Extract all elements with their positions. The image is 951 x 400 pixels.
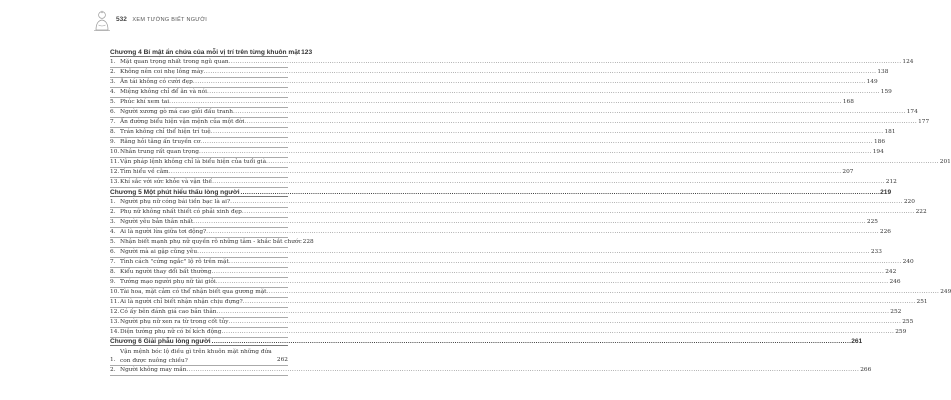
- leader-dots: ............................................................................................................................................................................................................................................................................................................: [212, 179, 885, 185]
- entry-number: 2.: [110, 209, 116, 215]
- chapter-title: Chương 5 Một phút hiểu thấu lòng người: [110, 189, 240, 196]
- toc-entry: [110, 108, 918, 118]
- leader-dots: ............................................................................................................................................................................................................................................................................................................: [230, 199, 903, 205]
- leader-dots: ............................................................................................................................................................................................................................................................................................................: [197, 249, 870, 255]
- entry-page: 262: [276, 357, 288, 363]
- entry-title: Ai là người lừa giữa tơi động?: [120, 229, 207, 235]
- entry-number: 1.: [110, 199, 116, 205]
- entry-number: 7.: [110, 119, 116, 125]
- entry-title: Kiểu người thay đổi bất thường: [120, 269, 212, 275]
- toc-entry: [110, 318, 914, 328]
- entry-page: 233: [870, 249, 882, 255]
- entry-title: Trán không chỉ thể hiện trí tuệ: [120, 129, 211, 135]
- leader-dots: ............................................................................................................................................................................................................................................................................................................: [168, 169, 842, 175]
- entry-number: 1.: [110, 357, 116, 363]
- entry-number: 4.: [110, 229, 116, 235]
- entry-title: Phụ nữ không nhất thiết có phải xinh đẹp: [120, 209, 242, 215]
- leader-dots: ............................................................................................................................................................................................................................................................................................................: [228, 59, 902, 65]
- entry-number: 13.: [110, 179, 120, 185]
- entry-number: 10.: [110, 149, 120, 155]
- entry-title: Người xương gò má cao giỏi đấu tranh: [120, 109, 233, 115]
- toc-entry: [110, 168, 854, 178]
- entry-page: 226: [879, 229, 891, 235]
- entry-page: 159: [880, 89, 892, 95]
- entry-number: 12.: [110, 169, 120, 175]
- entry-page: 240: [902, 259, 914, 265]
- toc-entry: [110, 268, 897, 278]
- toc-entry: [110, 78, 878, 88]
- entry-title: Ấn đường biểu hiện vận mệnh của một đời: [120, 119, 245, 125]
- leader-dots: ............................................................................................................................................................................................................................................................................................................: [193, 219, 866, 225]
- entry-number: 11.: [110, 159, 120, 165]
- leader-dots: ............................................................................................................................................................................................................................................................................................................: [266, 289, 940, 295]
- toc-entry: [110, 238, 314, 248]
- chapter-entries: [110, 198, 951, 338]
- chapter-entries: [110, 347, 872, 376]
- leader-dots: ............................................................................................................................................................................................................................................................................................................: [232, 109, 906, 115]
- toc-entry: [110, 58, 914, 68]
- entry-page: 251: [916, 299, 928, 305]
- entry-title: Vận mệnh bóc lộ điều gì trên khuôn mặt những đứa con được nuông chiều?: [120, 349, 272, 364]
- entry-number: 8.: [110, 269, 116, 275]
- entry-title: Nhân trung rất quan trọng: [120, 149, 199, 155]
- leader-dots: ............................................................................................................................................................................................................................................................................................................: [198, 149, 872, 155]
- entry-title: Ăn tái không có cười đẹp: [120, 79, 193, 85]
- toc-entry: [110, 68, 889, 78]
- entry-number: 9.: [110, 279, 116, 285]
- entry-page: 168: [842, 99, 854, 105]
- entry-title: Mặt quan trọng nhất trong ngũ quan: [120, 59, 229, 65]
- leader-dots: ............................................................................................................................................................................................................................................................................................................: [186, 367, 860, 373]
- leader-dots: ............................................................................................................................................................................................................................................................................................................: [192, 79, 866, 85]
- chapter-page: 123: [301, 49, 313, 56]
- leader-dots: ............................................................................................................................................................................................................................................................................................................: [200, 139, 874, 145]
- entry-page: 149: [866, 79, 878, 85]
- leader-dots: ............................................................................................................................................................................................................................................................................................................: [203, 69, 877, 75]
- entry-title: Tướng mạo người phụ nữ tài giỏi: [120, 279, 216, 285]
- entry-page: 177: [918, 119, 930, 125]
- leader-dots: ............................................................................................................................................................................................................................................................................................................: [266, 159, 939, 165]
- entry-title: Người yêu bản thân nhất: [120, 219, 194, 225]
- toc-entry: [110, 278, 901, 288]
- leader-dots: ............................................................................................................................................................................................................................................................................................................: [241, 209, 915, 215]
- entry-page: 201: [939, 159, 951, 165]
- entry-number: 9.: [110, 139, 116, 145]
- toc-entry: [110, 298, 928, 308]
- leader-dots: ............................................................................................................................................................................................................................................................................................................: [169, 99, 842, 105]
- leader-dots: ............................................................................................................................................................................................................................................................................................................: [211, 269, 885, 275]
- running-header: [92, 10, 362, 32]
- entry-title: Tình cách "cứng ngắc" lộ rõ trên mặt: [120, 259, 229, 265]
- toc-entry: [110, 98, 854, 108]
- leader-dots: ............................................................................................................................................................................................................................................................................................................: [244, 119, 918, 125]
- book-title: XEM TƯỚNG BIẾT NGƯỜI: [132, 17, 208, 23]
- buddha-icon: [92, 10, 112, 32]
- entry-title: Nhận biết mạnh phụ nữ quyền rõ những tâm - khắc bắt chước: [120, 239, 302, 245]
- entry-title: Không nên coi nhẹ lông mày: [120, 69, 204, 75]
- entry-number: 10.: [110, 289, 120, 295]
- toc-entry: [110, 88, 892, 98]
- entry-page: 246: [889, 279, 901, 285]
- entry-page: 174: [906, 109, 918, 115]
- entry-title: Miệng không chỉ để ăn và nói: [120, 89, 208, 95]
- entry-page: 222: [915, 209, 927, 215]
- leader-dots: ............................................................................................................................................................................................................................................................................................................: [210, 129, 884, 135]
- leader-dots: ............................................................................................................................................................................................................................................................................................................: [206, 229, 879, 235]
- entry-page: 225: [866, 219, 878, 225]
- toc-entry: [110, 347, 288, 366]
- chapter-title: Chương 4 Bí mật ẩn chứa của mỗi vị trí trên từng khuôn mặt: [110, 49, 301, 56]
- entry-title: Vận pháp lệnh không chỉ là biểu hiện của tuổi già: [120, 159, 267, 165]
- chapter-entries: [110, 58, 951, 188]
- entry-number: 13.: [110, 319, 120, 325]
- page-number: 532: [116, 16, 127, 23]
- entry-number: 11.: [110, 299, 120, 305]
- entry-page: 207: [842, 169, 854, 175]
- chapter-heading: [110, 44, 313, 57]
- toc-entry: [110, 218, 878, 228]
- entry-title: Phúc khí xem tai: [120, 99, 170, 105]
- entry-page: 228: [302, 239, 314, 245]
- entry-title: Diện tướng phụ nữ có bí kích động: [120, 329, 222, 335]
- toc-entry: [110, 198, 915, 208]
- toc-entry: [110, 288, 951, 298]
- entry-number: 8.: [110, 129, 116, 135]
- toc-entry: [110, 228, 891, 238]
- entry-number: 2.: [110, 69, 116, 75]
- leader-dots: ............................................................................................................................................................................................................................................................................................................: [221, 329, 895, 335]
- entry-page: 249: [940, 289, 951, 295]
- entry-title: Người phụ nữ cóng bái tiền bạc là ai?: [120, 199, 231, 205]
- entry-page: 212: [885, 179, 897, 185]
- entry-page: 266: [860, 367, 872, 373]
- entry-page: 194: [872, 149, 884, 155]
- entry-title: Người mà ai gặp cũng yêu: [120, 249, 198, 255]
- entry-number: 3.: [110, 219, 116, 225]
- entry-title: Có ấy bên đánh giá cao bản thân: [120, 309, 217, 315]
- entry-page: 181: [884, 129, 896, 135]
- chapter-page: 219: [880, 189, 892, 196]
- entry-title: Người không may mắn: [120, 367, 187, 373]
- leader-dots: ............................................................................................................................................................................................................................................................................................................: [240, 189, 881, 196]
- chapter-heading: [110, 184, 892, 197]
- toc-entry: [110, 138, 886, 148]
- leader-dots: ............................................................................................................................................................................................................................................................................................................: [228, 259, 902, 265]
- chapter-page: 261: [851, 338, 863, 345]
- toc-entry: [110, 118, 930, 128]
- entry-number: 7.: [110, 259, 116, 265]
- entry-title: Răng hỏi tăng ấn truyền cơ: [120, 139, 201, 145]
- chapter-title: Chương 6 Giải phẫu lòng người: [110, 338, 211, 345]
- toc-entry: [110, 128, 896, 138]
- leader-dots: ............................................................................................................................................................................................................................................................................................................: [215, 279, 889, 285]
- leader-dots: ............................................................................................................................................................................................................................................................................................................: [211, 338, 852, 345]
- leader-dots: ............................................................................................................................................................................................................................................................................................................: [216, 309, 890, 315]
- entry-page: 186: [873, 139, 886, 145]
- entry-page: 242: [885, 269, 897, 275]
- entry-number: 12.: [110, 309, 120, 315]
- entry-number: 2.: [110, 367, 116, 373]
- entry-title: Tìm hiểu về cằm: [120, 169, 169, 175]
- toc-entry: [110, 366, 872, 376]
- entry-page: 220: [903, 199, 915, 205]
- entry-title: Ai là người chỉ biết nhận nhận chịu đựng?: [120, 299, 243, 305]
- entry-number: 6.: [110, 109, 116, 115]
- toc-entry: [110, 258, 914, 268]
- entry-title: Người phụ nữ xen ra từ trong cốt tủy: [120, 319, 229, 325]
- leader-dots: ............................................................................................................................................................................................................................................................................................................: [228, 319, 902, 325]
- entry-number: 14.: [110, 329, 120, 335]
- toc-entry: [110, 248, 882, 258]
- entry-number: 3.: [110, 79, 116, 85]
- entry-page: 259: [895, 329, 907, 335]
- chapter-heading: [110, 333, 863, 346]
- toc-entry: [110, 158, 951, 168]
- entry-title: Tài hoa, mặt cảm có thể nhận biết qua gương mặt: [120, 289, 267, 295]
- entry-page: 255: [902, 319, 914, 325]
- leader-dots: ............................................................................................................................................................................................................................................................................................................: [242, 299, 916, 305]
- leader-dots: ............................................................................................................................................................................................................................................................................................................: [207, 89, 880, 95]
- toc-entry: [110, 148, 884, 158]
- entry-number: 1.: [110, 59, 116, 65]
- toc-entry: [110, 308, 902, 318]
- entry-number: 5.: [110, 99, 116, 105]
- entry-number: 4.: [110, 89, 116, 95]
- toc-entry: [110, 208, 927, 218]
- entry-page: 124: [902, 59, 914, 65]
- entry-number: 5.: [110, 239, 116, 245]
- entry-page: 252: [890, 309, 902, 315]
- entry-title: Khí sắc với sức khỏe và vận thế: [120, 179, 213, 185]
- entry-page: 138: [877, 69, 889, 75]
- entry-number: 6.: [110, 249, 116, 255]
